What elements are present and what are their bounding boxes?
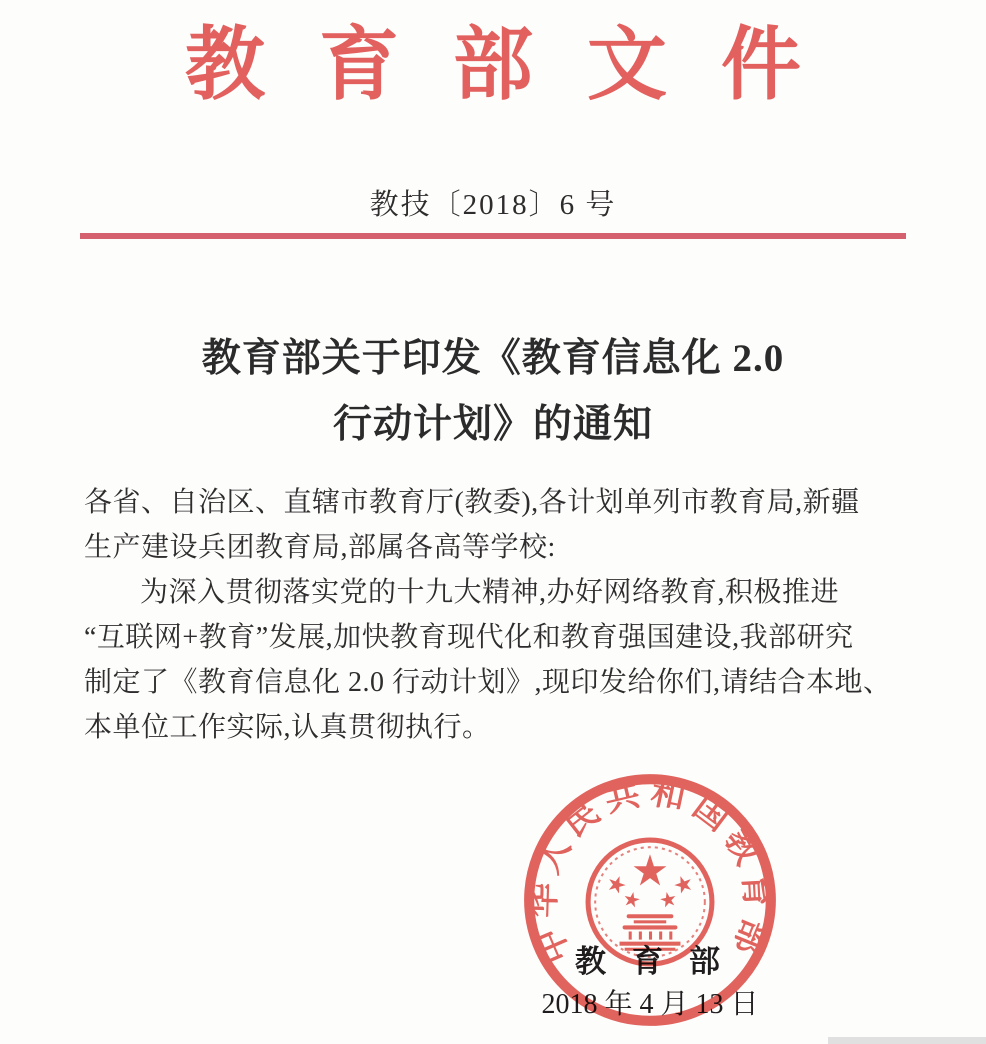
document-title-line-1: 教育部关于印发《教育信息化 2.0	[201, 337, 785, 380]
red-separator-line	[80, 233, 906, 239]
document-title	[0, 326, 986, 458]
body-line-4: 本单位工作实际,认真贯彻执行。	[84, 712, 491, 743]
recipients-line-1: 各省、自治区、直辖市教育厅(教委),各计划单列市教育局,新疆	[84, 487, 860, 518]
small-star-icon	[672, 873, 694, 894]
issuer-name: 教育部	[575, 944, 746, 979]
small-star-icon	[606, 873, 628, 894]
small-star-icon	[623, 890, 641, 908]
body-line-3: 制定了《教育信息化 2.0 行动计划》,现印发给你们,请结合本地、	[84, 667, 892, 698]
issue-date: 2018 年 4 月 13 日	[541, 989, 759, 1020]
document-body	[84, 480, 924, 750]
large-star-icon	[634, 854, 667, 885]
document-header-title: 教育部文件	[185, 22, 855, 110]
seal-ring-text: 中华人民共和国教育部	[523, 773, 777, 969]
scan-artifact	[828, 1037, 986, 1044]
body-line-2: “互联网+教育”发展,加快教育现代化和教育强国建设,我部研究	[84, 622, 854, 653]
body-line-1: 为深入贯彻落实党的十九大精神,办好网络教育,积极推进	[140, 577, 840, 608]
small-star-icon	[659, 890, 677, 908]
document-title-line-2: 行动计划》的通知	[332, 403, 653, 446]
document-number: 教技〔2018〕6 号	[369, 189, 617, 221]
recipients-line-2: 生产建设兵团教育局,部属各高等学校:	[84, 532, 556, 563]
